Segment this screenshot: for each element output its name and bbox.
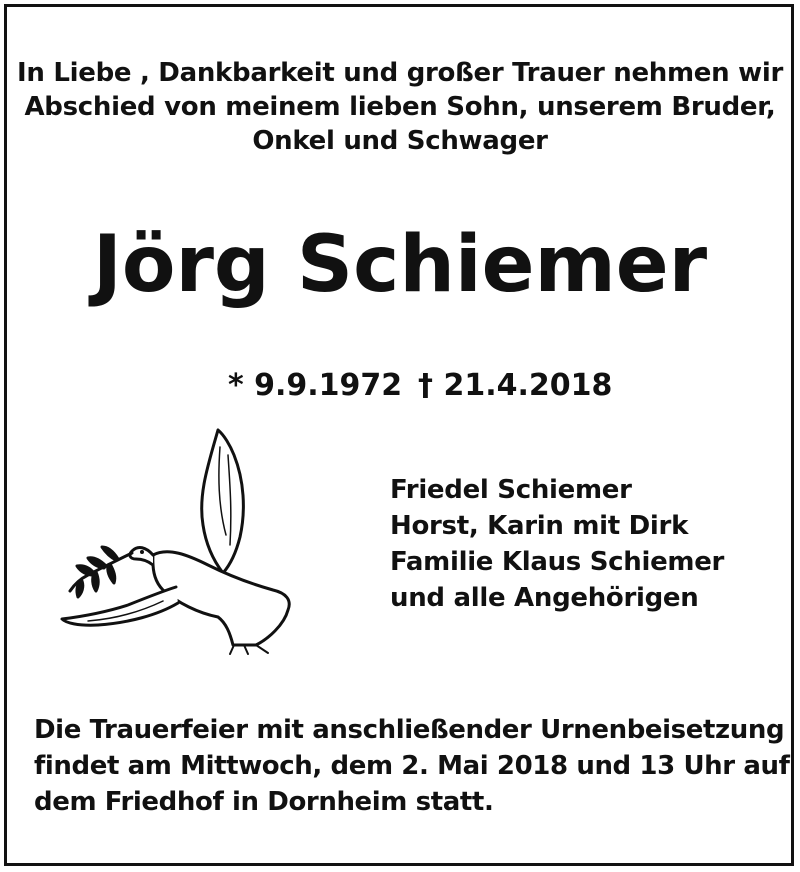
mourner-3: Familie Klaus Schiemer (390, 547, 725, 577)
funeral-line-1: Die Trauerfeier mit anschließender Urnenbeisetzung (34, 715, 785, 745)
mourners-list (390, 472, 724, 616)
dove-icon (58, 425, 298, 655)
intro-line-1: In Liebe , Dankbarkeit und großer Trauer nehmen wir (17, 58, 783, 88)
intro-text (0, 56, 800, 158)
funeral-info (34, 712, 790, 820)
intro-line-2: Abschied von meinem lieben Sohn, unserem Bruder, (24, 92, 776, 122)
mourner-4: und alle Angehörigen (390, 583, 699, 613)
intro-line-3: Onkel und Schwager (252, 126, 548, 156)
deceased-name: Jörg Schiemer (92, 220, 708, 310)
death-date: † 21.4.2018 (418, 368, 613, 403)
mourner-1: Friedel Schiemer (390, 475, 632, 505)
mourner-2: Horst, Karin mit Dirk (390, 511, 689, 541)
funeral-line-3: dem Friedhof in Dornheim statt. (34, 787, 494, 817)
birth-date: * 9.9.1972 (228, 368, 403, 403)
funeral-line-2: findet am Mittwoch, dem 2. Mai 2018 und 13 Uhr auf (34, 751, 790, 781)
